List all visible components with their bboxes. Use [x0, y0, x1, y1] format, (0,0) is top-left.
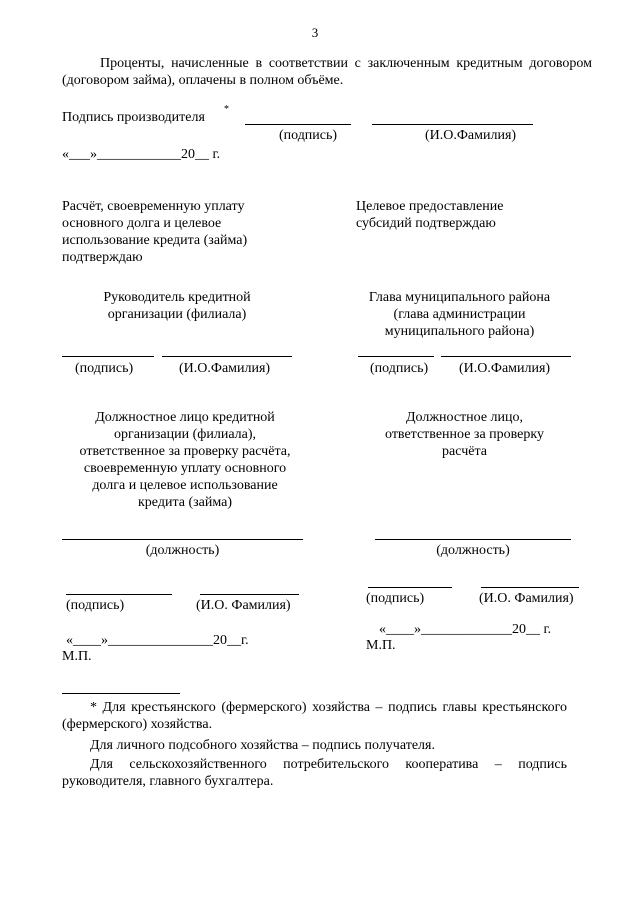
municipal-official-title: Должностное лицо, ответственное за проверку расчёта [385, 410, 544, 459]
bank-official-signature-caption: (подпись) [66, 598, 125, 613]
municipal-official-signature-line [368, 587, 452, 588]
municipal-head-signature-caption: (подпись) [370, 361, 429, 376]
bank-head-name-line [162, 356, 292, 357]
bank-head-signature-caption: (подпись) [75, 361, 134, 376]
municipal-official-name-line [481, 587, 579, 588]
footnote-line-2: Для личного подсобного хозяйства – подпись получателя. [90, 738, 435, 753]
bank-official-name-caption: (И.О. Фамилия) [196, 598, 291, 613]
bank-official-position-line [62, 539, 303, 540]
bank-official-signature-line [66, 594, 172, 595]
municipal-official-signature-caption: (подпись) [366, 591, 425, 606]
bank-head-title: Руководитель кредитной организации (филиала) [103, 290, 251, 322]
municipal-head-name-line [441, 356, 571, 357]
bank-official-date: «____»_______________20__г. [66, 633, 249, 648]
municipal-stamp-label: М.П. [366, 638, 396, 653]
bank-official-name-line [200, 594, 299, 595]
producer-date: «___»____________20__ г. [62, 147, 221, 162]
footnote-marker: * [224, 104, 229, 115]
producer-signature-line [245, 124, 351, 125]
municipal-head-name-caption: (И.О.Фамилия) [459, 361, 551, 376]
producer-signature-caption: (подпись) [278, 128, 338, 143]
producer-name-line [372, 124, 533, 125]
footnote-separator [62, 693, 180, 694]
bank-official-position-caption: (должность) [145, 543, 220, 558]
producer-signature-label: Подпись производителя [62, 110, 205, 125]
bank-stamp-label: М.П. [62, 649, 92, 664]
bank-head-name-caption: (И.О.Фамилия) [179, 361, 271, 376]
municipal-official-name-caption: (И.О. Фамилия) [479, 591, 574, 606]
footnote-line-1: * Для крестьянского (фермерского) хозяйства – подпись главы крестьянского (фермерского) хозяйства. [62, 700, 567, 732]
municipal-official-date: «____»_____________20__ г. [379, 622, 552, 637]
footnote-line-3: Для сельскохозяйственного потребительского кооператива – подпись руководителя, главного бухгалтера. [62, 757, 567, 789]
intro-paragraph: Проценты, начисленные в соответствии с заключенным кредитным договором (договором займа), оплачены в полном объёме. [62, 56, 592, 88]
bank-head-signature-line [62, 356, 154, 357]
municipal-official-position-caption: (должность) [436, 543, 510, 558]
subsidy-confirmation-text: Целевое предоставление субсидий подтверждаю [356, 199, 504, 231]
page-number: 3 [311, 25, 319, 40]
municipal-head-signature-line [358, 356, 434, 357]
bank-confirmation-text: Расчёт, своевременную уплату основного долга и целевое использование кредита (займа) подтверждаю [62, 199, 248, 265]
bank-official-title: Должностное лицо кредитной организации (филиала), ответственное за проверку расчёта, своевременную уплату основного долга и целевое использование кредита (займа) [79, 410, 291, 510]
producer-name-caption: (И.О.Фамилия) [424, 128, 517, 143]
municipal-head-title: Глава муниципального района (глава администрации муниципального района) [368, 290, 551, 339]
municipal-official-position-line [375, 539, 571, 540]
